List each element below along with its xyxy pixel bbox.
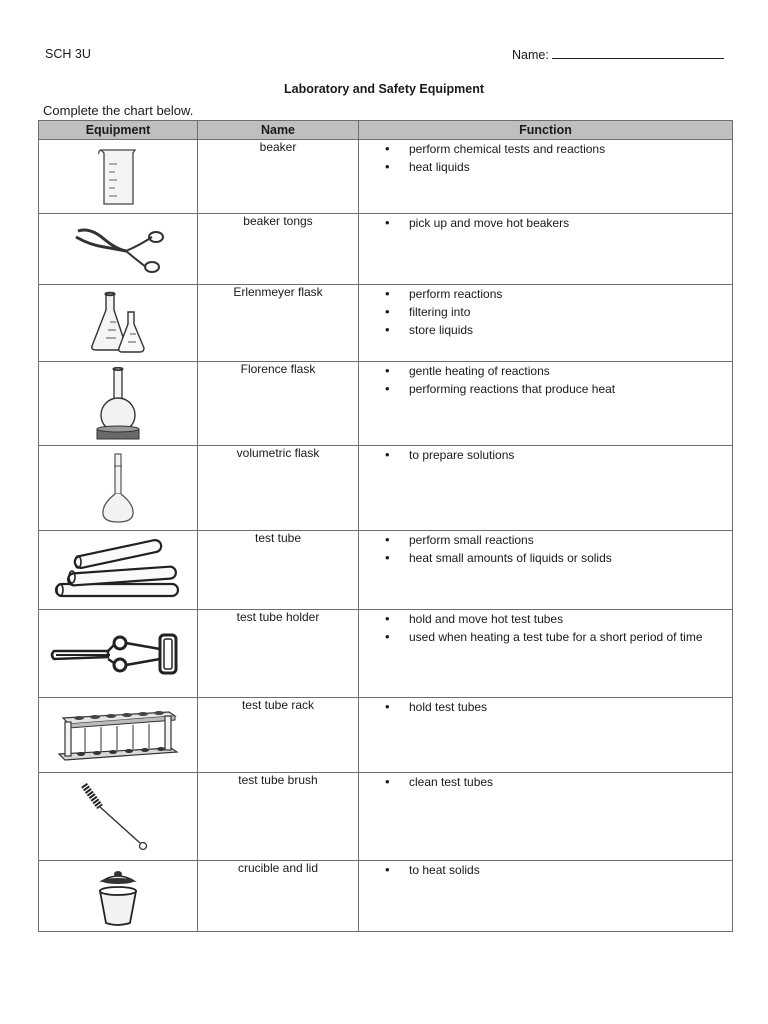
equipment-cell [39,698,198,773]
function-cell [359,285,733,362]
erlenmeyer-flask-icon [88,290,148,356]
function-item: • hold and move hot test tubes [385,610,732,628]
equipment-cell [39,610,198,698]
table-row [39,773,733,861]
function-item: • hold test tubes [385,698,732,716]
function-list [359,698,732,716]
function-item: • heat liquids [385,158,732,176]
name-field [512,47,724,62]
page-title: Laboratory and Safety Equipment [283,82,485,96]
equipment-cell [39,861,198,932]
function-item: • perform small reactions [385,531,732,549]
table-row [39,285,733,362]
instructions: Complete the chart below. [43,103,194,118]
column-header-equipment: Equipment [39,121,198,140]
function-cell [359,446,733,531]
equipment-cell [39,140,198,214]
table-row [39,446,733,531]
column-header-function: Function [359,121,733,140]
function-list [359,773,732,791]
function-cell [359,140,733,214]
equipment-chart [38,120,733,932]
table-row [39,140,733,214]
equipment-cell [39,446,198,531]
function-list [359,861,732,879]
function-list [359,140,732,176]
column-header-name: Name [198,121,359,140]
function-item: • perform reactions [385,285,732,303]
function-cell [359,861,733,932]
name-label: Name: [512,48,549,62]
function-item: • perform chemical tests and reactions [385,140,732,158]
function-item: • store liquids [385,321,732,339]
name-blank-line [552,47,724,59]
test-tube-rack-icon [55,704,181,766]
function-list [359,285,732,339]
table-row [39,531,733,610]
equipment-cell [39,285,198,362]
equipment-cell [39,214,198,285]
function-cell [359,531,733,610]
beaker-icon [93,146,143,208]
volumetric-flask-icon [98,452,138,524]
beaker-tongs-icon [70,223,166,275]
function-item: • gentle heating of reactions [385,362,732,380]
table-row [39,698,733,773]
function-list [359,214,732,232]
equipment-name: test tube brush [198,773,359,861]
table-row [39,214,733,285]
test-tube-brush-icon [78,781,158,853]
course-code: SCH 3U [45,47,91,61]
function-cell [359,773,733,861]
equipment-name: Erlenmeyer flask [198,285,359,362]
function-cell [359,610,733,698]
equipment-name: test tube [198,531,359,610]
function-item: • clean test tubes [385,773,732,791]
function-item: • used when heating a test tube for a short period of time [385,628,732,646]
function-list [359,446,732,464]
equipment-name: crucible and lid [198,861,359,932]
equipment-name: beaker [198,140,359,214]
test-tube-holder-icon [48,629,188,679]
function-cell [359,362,733,446]
table-row [39,610,733,698]
header-row [39,121,733,140]
table-row [39,362,733,446]
function-item: • pick up and move hot beakers [385,214,732,232]
function-list [359,610,732,646]
function-item: • to heat solids [385,861,732,879]
equipment-name: beaker tongs [198,214,359,285]
florence-flask-icon [93,367,143,441]
function-cell [359,214,733,285]
function-item: • to prepare solutions [385,446,732,464]
function-item: • heat small amounts of liquids or solids [385,549,732,567]
equipment-name: volumetric flask [198,446,359,531]
test-tube-icon [52,536,184,604]
equipment-cell [39,362,198,446]
table-row [39,861,733,932]
crucible-and-lid-icon [96,865,140,927]
equipment-cell [39,531,198,610]
equipment-name: test tube holder [198,610,359,698]
function-list [359,362,732,398]
equipment-cell [39,773,198,861]
function-cell [359,698,733,773]
equipment-name: test tube rack [198,698,359,773]
function-list [359,531,732,567]
function-item: • performing reactions that produce heat [385,380,732,398]
function-item: • filtering into [385,303,732,321]
equipment-name: Florence flask [198,362,359,446]
